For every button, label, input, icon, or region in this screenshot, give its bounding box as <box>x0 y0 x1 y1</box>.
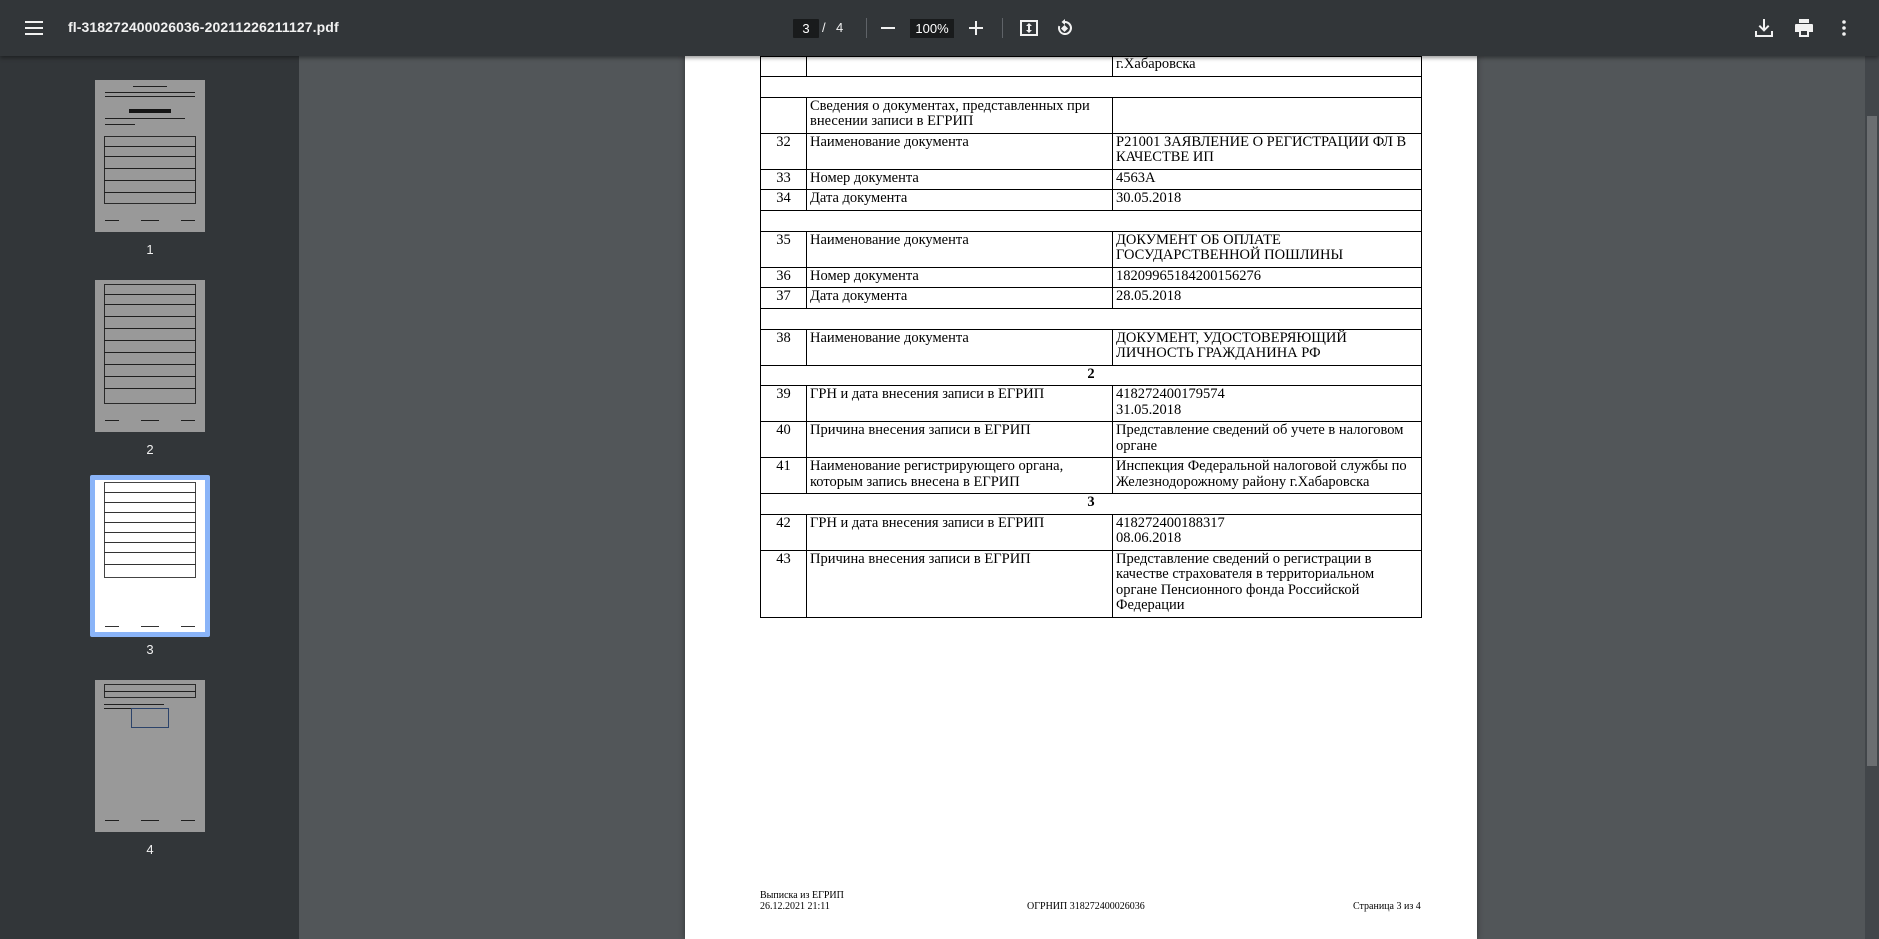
table-row <box>761 422 1422 458</box>
table-cell-value: ДОКУМЕНТ, УДОСТОВЕРЯЮЩИЙ ЛИЧНОСТЬ ГРАЖДАНИНА РФ <box>1113 329 1422 365</box>
table-cell-num: 36 <box>761 267 807 288</box>
thumbnail-label: 4 <box>146 842 154 857</box>
download-button[interactable] <box>1748 12 1780 44</box>
table-cell-name: Наименование документа <box>807 329 1113 365</box>
egrip-table <box>760 56 1422 618</box>
page-thumbnail-4[interactable] <box>95 680 205 832</box>
table-cell-num: 34 <box>761 190 807 211</box>
table-cell-num: 43 <box>761 550 807 617</box>
zoom-in-button[interactable] <box>960 12 992 44</box>
thumbnail-label: 1 <box>146 242 154 257</box>
footer-page-number: Страница 3 из 4 <box>1353 901 1421 912</box>
table-cell-name: Номер документа <box>807 267 1113 288</box>
download-icon <box>1755 19 1773 37</box>
table-cell-name: Дата документа <box>807 288 1113 309</box>
table-cell-value: г.Хабаровска <box>1113 57 1422 77</box>
table-cell-name: ГРН и дата внесения записи в ЕГРИП <box>807 514 1113 550</box>
page-separator: / <box>822 20 826 35</box>
table-cell-num: 40 <box>761 422 807 458</box>
more-vert-icon <box>1842 20 1846 36</box>
pdf-page <box>685 56 1477 939</box>
page-thumbnail-1[interactable] <box>95 80 205 232</box>
table-row <box>761 550 1422 617</box>
pdf-toolbar <box>0 0 1879 56</box>
footer-doc-name: Выписка из ЕГРИП <box>760 890 844 901</box>
table-row <box>761 308 1422 329</box>
table-cell-value <box>1113 386 1422 422</box>
grn-number: 418272400179574 <box>1116 386 1225 402</box>
table-row <box>761 267 1422 288</box>
table-cell-name: Причина внесения записи в ЕГРИП <box>807 550 1113 617</box>
table-cell-value <box>1113 514 1422 550</box>
table-cell-name: Наименование документа <box>807 231 1113 267</box>
print-button[interactable] <box>1788 12 1820 44</box>
toolbar-divider <box>866 18 867 38</box>
table-row <box>761 514 1422 550</box>
fit-page-icon <box>1020 20 1038 36</box>
table-cell-num: 38 <box>761 329 807 365</box>
page-thumbnail-2[interactable] <box>95 280 205 432</box>
rotate-button[interactable] <box>1049 12 1081 44</box>
table-row <box>761 97 1422 133</box>
table-row <box>761 190 1422 211</box>
zoom-input[interactable]: 100% <box>910 19 954 38</box>
section-header-row <box>761 365 1422 386</box>
footer-left <box>760 890 844 912</box>
section-number: 3 <box>761 494 1422 515</box>
table-cell-name: Сведения о документах, представленных при внесении записи в ЕГРИП <box>807 97 1113 133</box>
table-row <box>761 288 1422 309</box>
grn-date: 31.05.2018 <box>1116 401 1182 418</box>
table-cell-num: 33 <box>761 169 807 190</box>
table-row <box>761 329 1422 365</box>
page-thumbnail-3[interactable] <box>95 480 205 632</box>
menu-icon[interactable] <box>18 12 50 44</box>
plus-icon <box>969 21 983 35</box>
current-page-input[interactable]: 3 <box>793 19 819 38</box>
table-cell-value: Инспекция Федеральной налоговой службы по Железнодорожному району г.Хабаровска <box>1113 458 1422 494</box>
table-cell-num: 35 <box>761 231 807 267</box>
table-cell-num: 42 <box>761 514 807 550</box>
table-cell-name: Номер документа <box>807 169 1113 190</box>
table-cell-value: ДОКУМЕНТ ОБ ОПЛАТЕ ГОСУДАРСТВЕННОЙ ПОШЛИНЫ <box>1113 231 1422 267</box>
zoom-out-button[interactable] <box>872 12 904 44</box>
fit-to-page-button[interactable] <box>1013 12 1045 44</box>
table-cell-num: 32 <box>761 133 807 169</box>
footer-timestamp: 26.12.2021 21:11 <box>760 901 830 912</box>
table-cell-name: Причина внесения записи в ЕГРИП <box>807 422 1113 458</box>
table-row <box>761 458 1422 494</box>
table-cell-num: 37 <box>761 288 807 309</box>
table-row <box>761 210 1422 231</box>
rotate-icon <box>1056 19 1074 37</box>
total-pages: 4 <box>836 20 844 35</box>
table-row <box>761 133 1422 169</box>
grn-number: 418272400188317 <box>1116 514 1225 531</box>
table-cell-name: ГРН и дата внесения записи в ЕГРИП <box>807 386 1113 422</box>
table-cell-value: 30.05.2018 <box>1113 190 1422 211</box>
table-cell-num: 39 <box>761 386 807 422</box>
table-row <box>761 57 1422 77</box>
table-row <box>761 231 1422 267</box>
table-cell-name: Наименование регистрирующего органа, которым запись внесена в ЕГРИП <box>807 458 1113 494</box>
printer-icon <box>1795 19 1813 37</box>
table-row <box>761 169 1422 190</box>
table-cell-value: 28.05.2018 <box>1113 288 1422 309</box>
footer-ogrnip: ОГРНИП 318272400026036 <box>1027 901 1145 912</box>
grn-date: 08.06.2018 <box>1116 530 1182 546</box>
thumbnail-label: 3 <box>146 642 154 657</box>
table-cell-value: 4563А <box>1113 169 1422 190</box>
vertical-scrollbar[interactable] <box>1865 56 1879 939</box>
thumbnail-label: 2 <box>146 442 154 457</box>
table-cell-value: Представление сведений об учете в налоговом органе <box>1113 422 1422 458</box>
table-cell-value: Представление сведений о регистрации в качестве страхователя в территориальном органе Пенсионного фонда Российской Федерации <box>1113 550 1422 617</box>
table-cell-value: Р21001 ЗАЯВЛЕНИЕ О РЕГИСТРАЦИИ ФЛ В КАЧЕСТВЕ ИП <box>1113 133 1422 169</box>
section-header-row <box>761 494 1422 515</box>
table-row <box>761 386 1422 422</box>
toolbar-divider <box>1002 18 1003 38</box>
more-options-button[interactable] <box>1828 12 1860 44</box>
table-cell-name: Наименование документа <box>807 133 1113 169</box>
minus-icon <box>881 21 895 35</box>
table-cell-name: Дата документа <box>807 190 1113 211</box>
scrollbar-thumb[interactable] <box>1867 116 1877 766</box>
table-cell-num: 41 <box>761 458 807 494</box>
table-cell-value: 18209965184200156276 <box>1113 267 1422 288</box>
thumbnail-sidebar <box>0 56 299 939</box>
document-title: fl-318272400026036-20211226211127.pdf <box>68 19 339 35</box>
section-number: 2 <box>761 365 1422 386</box>
table-row <box>761 76 1422 97</box>
